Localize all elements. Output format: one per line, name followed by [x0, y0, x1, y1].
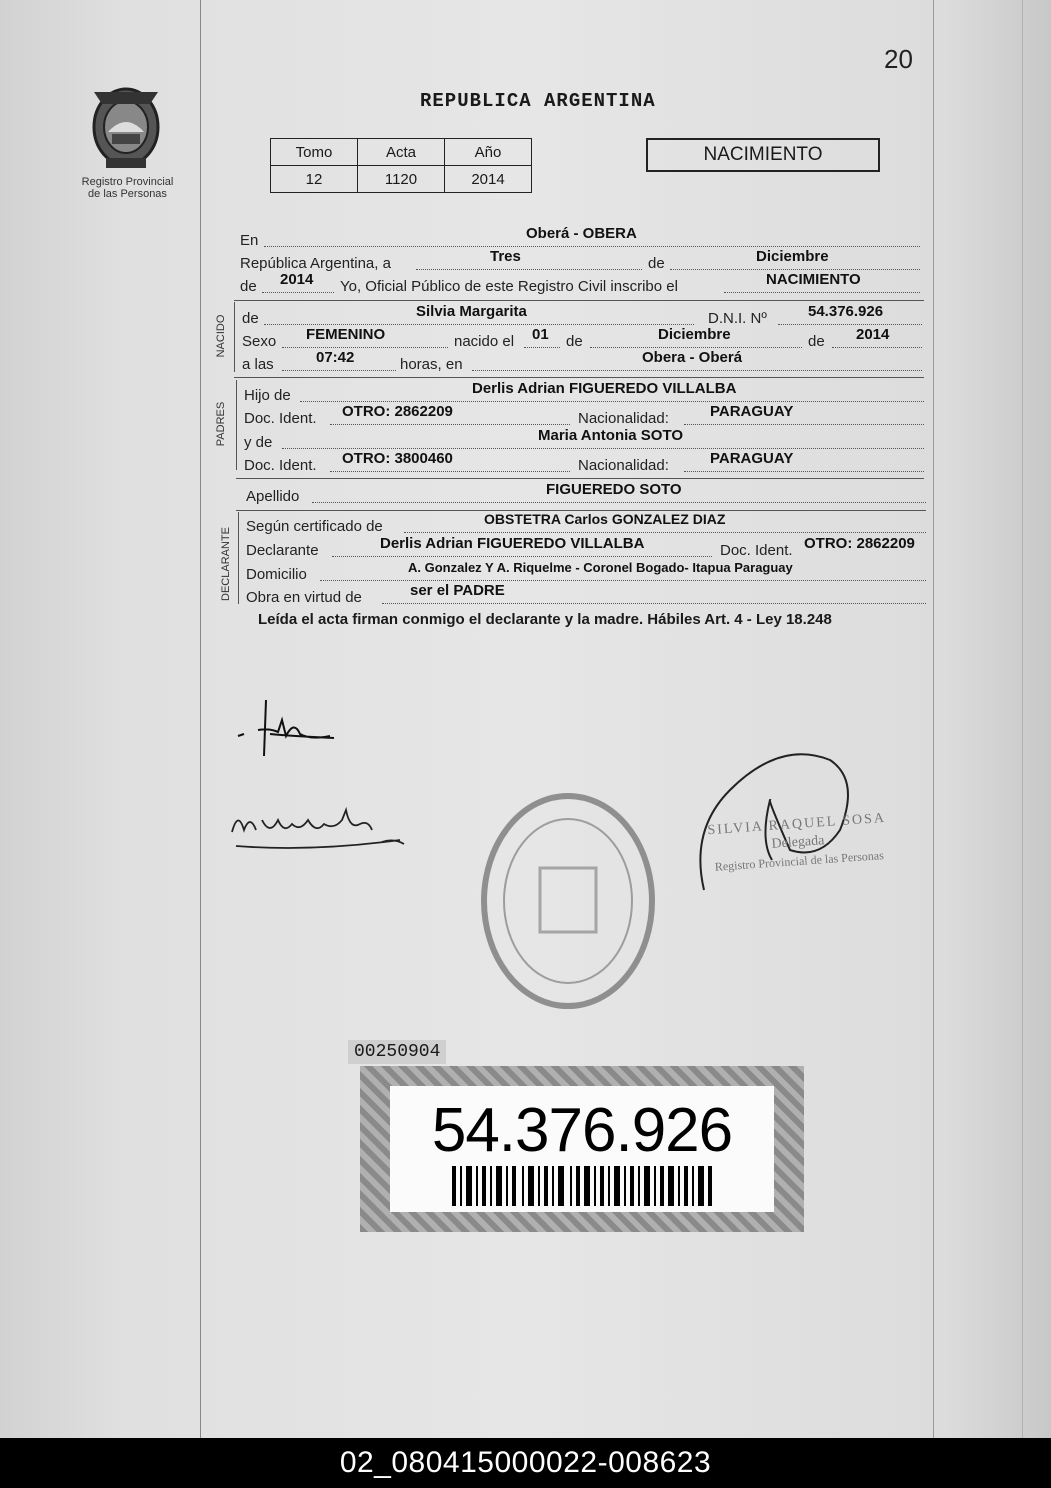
- dotted-line: [670, 269, 920, 270]
- section-rule: [234, 377, 924, 378]
- act-type-box: NACIMIENTO: [646, 138, 880, 172]
- official-stamp-name: SILVIA RAQUEL SOSA: [706, 810, 887, 839]
- dotted-line: [330, 471, 570, 472]
- ref-header-tomo: Tomo: [271, 139, 358, 166]
- label-apellido: Apellido: [246, 488, 300, 505]
- dotted-line: [312, 502, 926, 503]
- value-address: A. Gonzalez Y A. Riquelme - Coronel Bogado- Itapua Paraguay: [408, 560, 793, 575]
- dotted-line: [724, 292, 920, 293]
- document-title: REPUBLICA ARGENTINA: [420, 90, 656, 112]
- registry-round-stamp: [478, 790, 658, 1012]
- barcode-bars: [452, 1166, 712, 1206]
- barcode-label: [360, 1066, 804, 1232]
- binding-margin-line: [200, 0, 201, 1438]
- value-declarant-name: Derlis Adrian FIGUEREDO VILLALBA: [380, 535, 645, 552]
- dotted-line: [320, 580, 926, 581]
- official-stamp-role: Delegada: [771, 833, 825, 852]
- dotted-line: [282, 370, 396, 371]
- row-mother-doc: [244, 450, 924, 479]
- value-declarant-doc: OTRO: 2862209: [804, 535, 915, 552]
- registry-name-line1: Registro Provincial: [81, 176, 174, 188]
- label-de: de: [648, 255, 665, 272]
- ref-header-ano: Año: [445, 139, 532, 166]
- label-y-de: y de: [244, 434, 273, 451]
- dotted-line: [264, 246, 920, 247]
- ref-value-acta: 1120: [358, 166, 445, 193]
- barcode-number: 54.376.926: [431, 1096, 733, 1165]
- dotted-line: [404, 532, 926, 533]
- value-mother-nationality: PARAGUAY: [710, 450, 794, 467]
- scan-file-id: 02_080415000022-008623: [0, 1438, 1051, 1488]
- barcode-panel: [390, 1086, 774, 1212]
- section-label-declarante: DECLARANTE: [220, 527, 232, 601]
- label-de: de: [566, 333, 583, 350]
- label-sexo: Sexo: [242, 333, 277, 350]
- dotted-line: [382, 603, 926, 604]
- value-mother-doc: OTRO: 3800460: [342, 450, 453, 467]
- section-label-padres: PADRES: [215, 401, 227, 447]
- dotted-line: [330, 424, 570, 425]
- value-mother-name: Maria Antonia SOTO: [538, 427, 684, 444]
- dotted-line: [472, 370, 922, 371]
- declarant-signature: [230, 690, 350, 770]
- label-doc-ident: Doc. Ident.: [720, 542, 793, 559]
- value-place: Oberá - OBERA: [526, 225, 637, 242]
- value-registration-type: NACIMIENTO: [766, 271, 861, 288]
- label-de: de: [808, 333, 825, 350]
- dotted-line: [300, 401, 924, 402]
- mother-signature: [222, 790, 412, 860]
- dotted-line: [684, 471, 924, 472]
- row-address: [246, 560, 926, 588]
- section-rule: [236, 478, 924, 479]
- page-edge-line: [1022, 0, 1023, 1438]
- provincial-seal-logo: [84, 82, 168, 172]
- dotted-line: [832, 347, 922, 348]
- label-nacionalidad: Nacionalidad:: [578, 410, 669, 427]
- value-birth-place: Obera - Oberá: [642, 349, 743, 366]
- dotted-line: [282, 448, 924, 449]
- label-hijo-de: Hijo de: [244, 387, 291, 404]
- row-time-place: [242, 349, 922, 378]
- dotted-line: [590, 347, 802, 348]
- label-horas-en: horas, en: [400, 356, 463, 373]
- dotted-line: [264, 324, 694, 325]
- dotted-line: [524, 347, 560, 348]
- section-label-nacido: NACIDO: [215, 314, 227, 358]
- value-birth-day: 01: [532, 326, 549, 343]
- ref-value-ano: 2014: [445, 166, 532, 193]
- label-nacido: nacido el: [454, 333, 515, 350]
- value-father-name: Derlis Adrian FIGUEREDO VILLALBA: [472, 380, 737, 397]
- section-divider: [238, 512, 239, 604]
- value-apellido: FIGUEREDO SOTO: [546, 481, 682, 498]
- page-number: 20: [884, 44, 913, 74]
- registry-name: [70, 176, 185, 200]
- dotted-line: [778, 324, 922, 325]
- label-de2: de: [240, 278, 257, 295]
- label-doc-ident: Doc. Ident.: [244, 410, 317, 427]
- value-birth-time: 07:42: [316, 349, 355, 366]
- value-sexo: FEMENINO: [306, 326, 386, 343]
- dotted-line: [262, 292, 334, 293]
- right-margin-line: [933, 0, 934, 1438]
- dotted-line: [282, 347, 448, 348]
- value-day: Tres: [490, 248, 521, 265]
- oficial-text: Yo, Oficial Público de este Registro Civil inscribo el: [340, 278, 678, 295]
- ref-header-acta: Acta: [358, 139, 445, 166]
- value-year: 2014: [280, 271, 314, 288]
- value-capacity: ser el PADRE: [410, 582, 505, 599]
- label-domicilio: Domicilio: [246, 566, 307, 583]
- section-divider: [236, 380, 237, 470]
- label-alas: a las: [242, 356, 274, 373]
- value-father-doc: OTRO: 2862209: [342, 403, 453, 420]
- dotted-line: [684, 424, 924, 425]
- label-declarante: Declarante: [246, 542, 319, 559]
- label-obra-en-virtud: Obra en virtud de: [246, 589, 362, 606]
- value-certificate: OBSTETRA Carlos GONZALEZ DIAZ: [484, 511, 726, 527]
- row-apellido: [246, 481, 926, 510]
- label-de: de: [242, 310, 259, 327]
- label-en: En: [240, 232, 259, 249]
- registry-name-line2: de las Personas: [88, 188, 167, 200]
- closing-statement: Leída el acta firman conmigo el declarante y la madre. Hábiles Art. 4 - Ley 18.248: [258, 611, 832, 628]
- official-stamp-office: Registro Provincial de las Personas: [714, 848, 885, 874]
- dotted-line: [332, 556, 712, 557]
- label-segun-certificado: Según certificado de: [246, 518, 383, 535]
- value-child-name: Silvia Margarita: [416, 303, 527, 320]
- row-oficial: [240, 271, 920, 300]
- value-father-nationality: PARAGUAY: [710, 403, 794, 420]
- label-republica: República Argentina, a: [240, 255, 391, 272]
- ref-value-tomo: 12: [271, 166, 358, 193]
- value-dni: 54.376.926: [808, 303, 884, 320]
- label-doc-ident: Doc. Ident.: [244, 457, 317, 474]
- section-divider: [234, 302, 235, 372]
- label-dni: D.N.I. Nº: [708, 310, 767, 327]
- value-month: Diciembre: [756, 248, 829, 265]
- serial-number: 00250904: [348, 1040, 446, 1064]
- reference-table: [270, 138, 532, 193]
- row-capacity: [246, 582, 926, 611]
- dotted-line: [416, 269, 642, 270]
- label-nacionalidad: Nacionalidad:: [578, 457, 669, 474]
- value-birth-year: 2014: [856, 326, 890, 343]
- section-top-rule: [234, 300, 924, 301]
- value-birth-month: Diciembre: [658, 326, 731, 343]
